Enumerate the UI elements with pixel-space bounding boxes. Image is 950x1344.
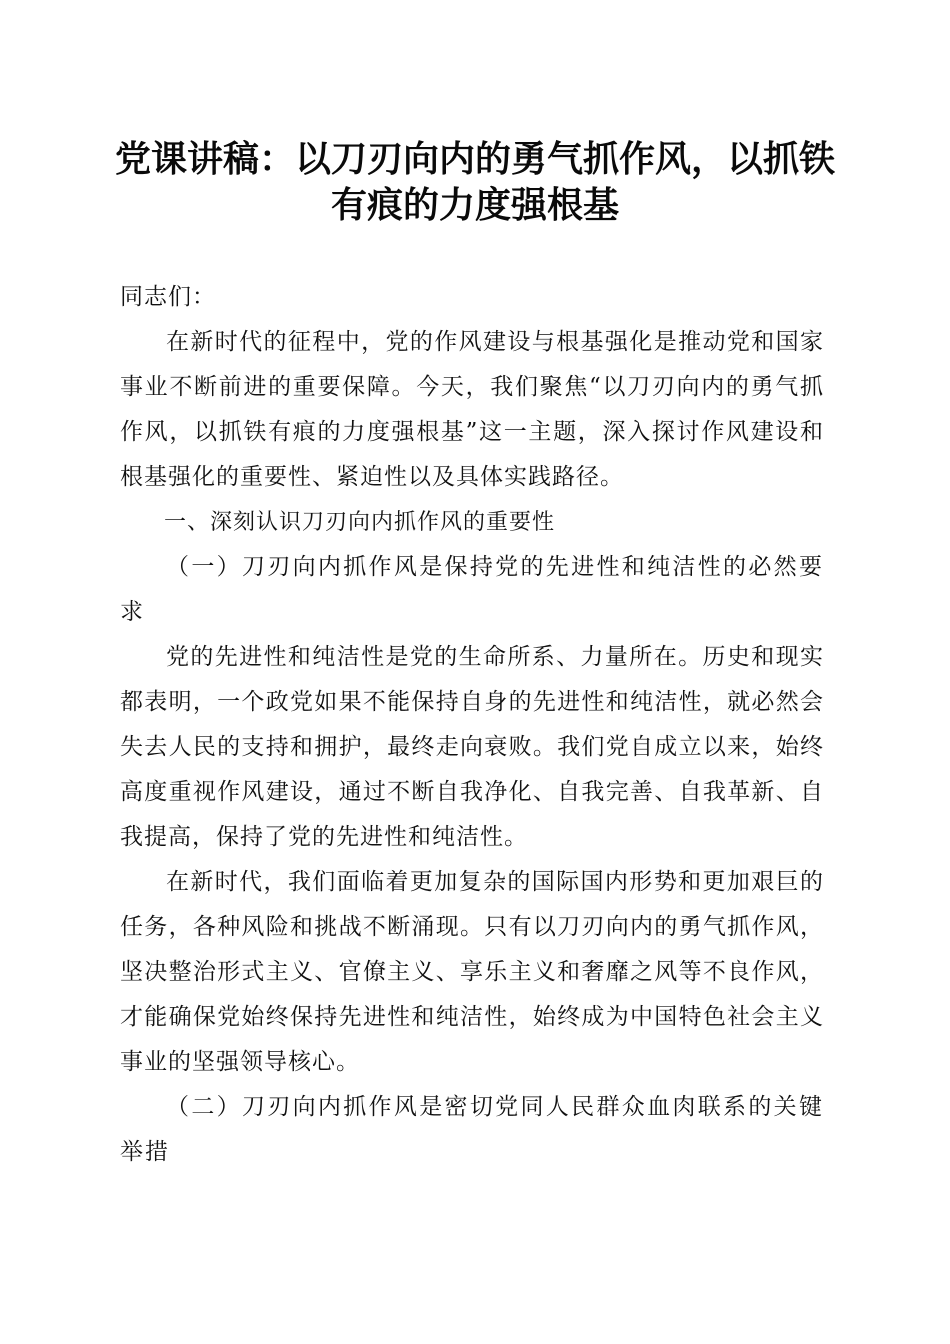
title-line-1: 党课讲稿：以刀刃向内的勇气抓作风，以抓铁 (114, 139, 835, 180)
subsection-heading-1: （一）刀刃向内抓作风是保持党的先进性和纯洁性的必然要求 (120, 554, 824, 625)
salutation: 同志们： (120, 284, 216, 310)
title-line-2: 有痕的力度强根基 (330, 185, 619, 226)
document-title (110, 137, 840, 229)
subsection-1-paragraph-1: 党的先进性和纯洁性是党的生命所系、力量所在。历史和现实都表明，一个政党如果不能保持自身的先进性和纯洁性，就必然会失去人民的支持和拥护，最终走向衰败。我们党自成立以来，始终高度重视作风建设，通过不断自我净化、自我完善、自我革新、自我提高，保持了党的先进性和纯洁性。 (120, 644, 824, 850)
subsection-1-paragraph-2: 在新时代，我们面临着更加复杂的国际国内形势和更加艰巨的任务，各种风险和挑战不断涌现。只有以刀刃向内的勇气抓作风，坚决整治形式主义、官僚主义、享乐主义和奢靡之风等不良作风，才能确保党始终保持先进性和纯洁性，始终成为中国特色社会主义事业的坚强领导核心。 (120, 869, 824, 1075)
section-heading-1: 一、深刻认识刀刃向内抓作风的重要性 (164, 510, 556, 535)
intro-paragraph: 在新时代的征程中，党的作风建设与根基强化是推动党和国家事业不断前进的重要保障。今天，我们聚焦“以刀刃向内的勇气抓作风，以抓铁有痕的力度强根基”这一主题，深入探讨作风建设和根基强化的重要性、紧迫性以及具体实践路径。 (120, 329, 824, 490)
document-body (120, 275, 824, 1175)
subsection-heading-2: （二）刀刃向内抓作风是密切党同人民群众血肉联系的关键举措 (120, 1094, 824, 1165)
